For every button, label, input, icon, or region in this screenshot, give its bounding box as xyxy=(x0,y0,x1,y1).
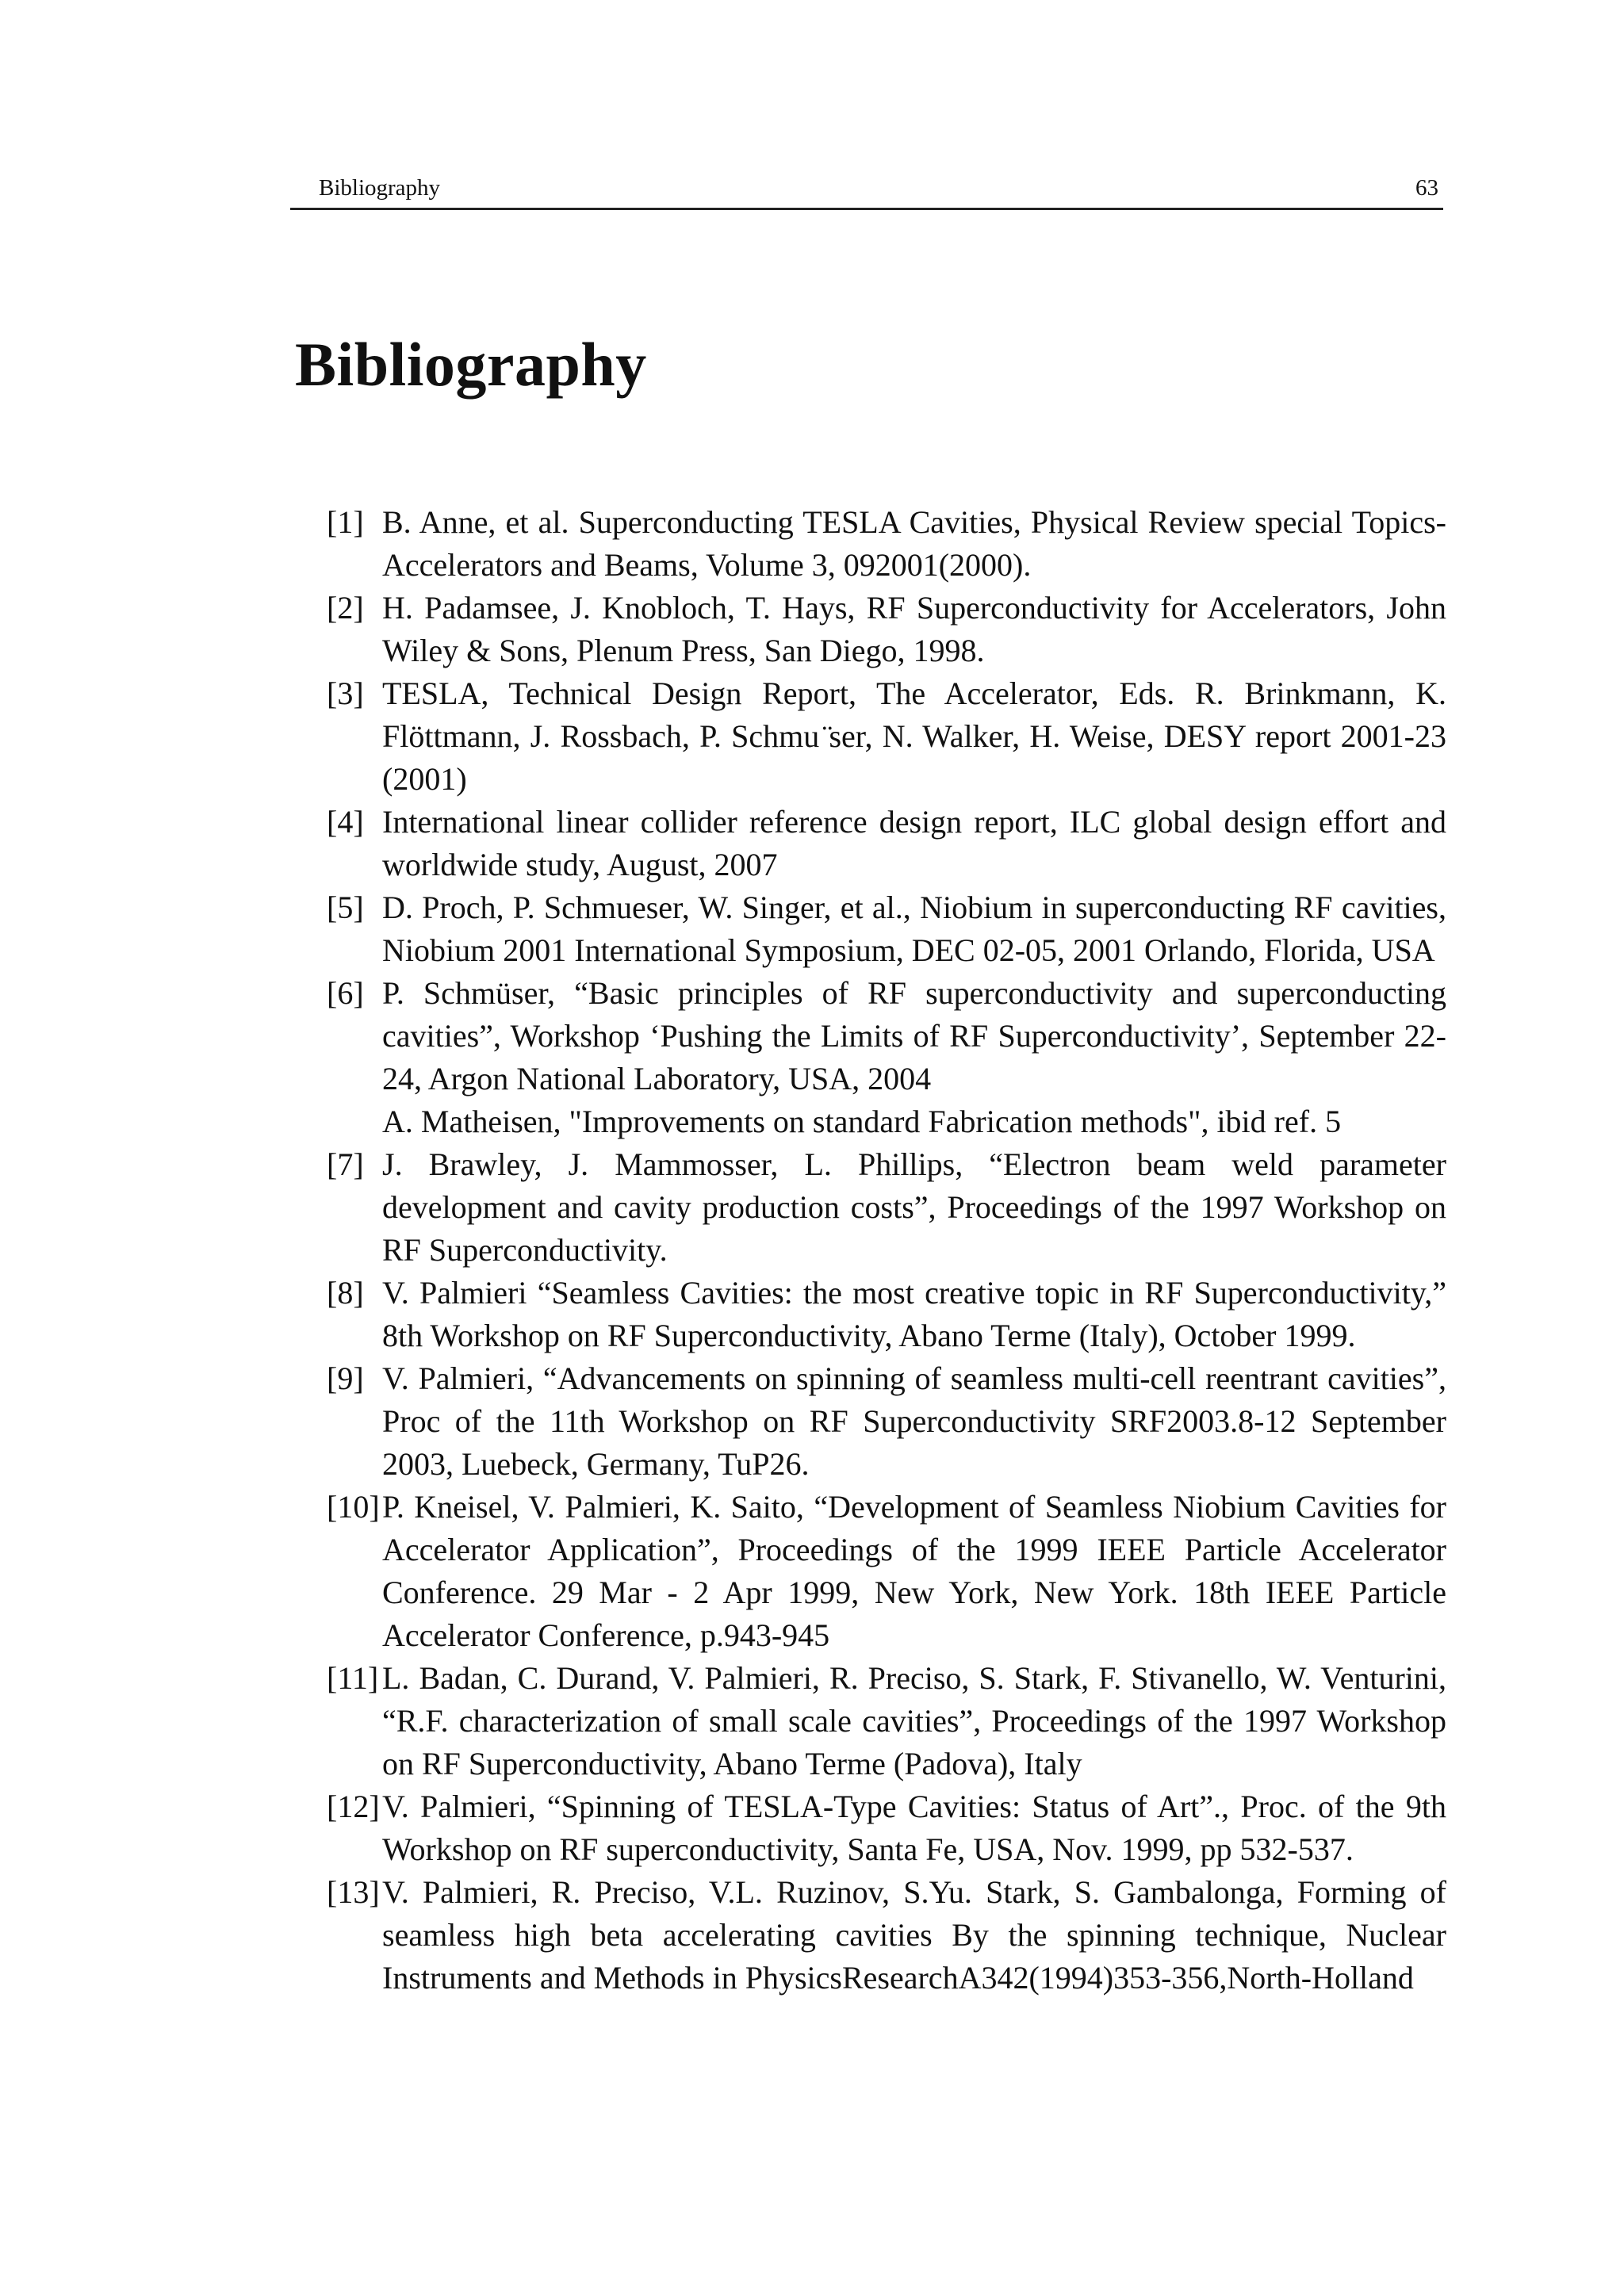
reference-text: V. Palmieri, “Advancements on spinning of seamless multi-cell reentrant cavities”, Proc of the 11th Workshop on RF Superconductivity SRF2003.8-12 September 2003, Luebeck, Germany, TuP26. xyxy=(382,1360,1446,1482)
reference-number: [10] xyxy=(327,1489,380,1525)
reference-number: [6] xyxy=(327,975,364,1011)
reference-item xyxy=(327,1785,1446,1871)
reference-number: [12] xyxy=(327,1789,380,1824)
running-header xyxy=(290,176,1443,210)
reference-item xyxy=(327,1272,1446,1357)
reference-item xyxy=(327,886,1446,972)
reference-text: H. Padamsee, J. Knobloch, T. Hays, RF Superconductivity for Accelerators, John Wiley & Sons, Plenum Press, San Diego, 1998. xyxy=(382,590,1446,668)
reference-text: International linear collider reference design report, ILC global design effort and worldwide study, August, 2007 xyxy=(382,804,1446,882)
reference-item xyxy=(327,501,1446,587)
reference-number: [11] xyxy=(327,1660,379,1696)
reference-number: [4] xyxy=(327,804,364,840)
reference-text: B. Anne, et al. Superconducting TESLA Cavities, Physical Review special Topics-Accelerators and Beams, Volume 3, 092001(2000). xyxy=(382,504,1446,583)
reference-number: [8] xyxy=(327,1275,364,1311)
reference-text: D. Proch, P. Schmueser, W. Singer, et al., Niobium in superconducting RF cavities, Niobium 2001 International Symposium, DEC 02-05, 2001 Orlando, Florida, USA xyxy=(382,890,1446,968)
reference-item xyxy=(327,1486,1446,1657)
reference-text: L. Badan, C. Durand, V. Palmieri, R. Preciso, S. Stark, F. Stivanello, W. Venturini, “R.F. characterization of small scale cavities”, Proceedings of the 1997 Workshop on RF Superconductivity, Abano Terme (Padova), Italy xyxy=(382,1660,1446,1781)
running-header-section: Bibliography xyxy=(319,175,441,201)
reference-text: A. Matheisen, "Improvements on standard Fabrication methods", ibid ref. 5 xyxy=(382,1104,1342,1139)
reference-item xyxy=(327,587,1446,672)
reference-item xyxy=(327,1357,1446,1486)
reference-text: V. Palmieri, R. Preciso, V.L. Ruzinov, S.Yu. Stark, S. Gambalonga, Forming of seamless high beta accelerating cavities By the spinning technique, Nuclear Instruments and Methods in PhysicsResearchA342(1994)353-356,North-Holland xyxy=(382,1874,1446,1996)
reference-text: V. Palmieri, “Spinning of TESLA-Type Cavities: Status of Art”., Proc. of the 9th Workshop on RF superconductivity, Santa Fe, USA, Nov. 1999, pp 532-537. xyxy=(382,1789,1446,1867)
reference-item xyxy=(327,801,1446,886)
reference-number: [9] xyxy=(327,1360,364,1396)
reference-text: J. Brawley, J. Mammosser, L. Phillips, “Electron beam weld parameter development and cavity production costs”, Proceedings of the 1997 Workshop on RF Superconductivity. xyxy=(382,1146,1446,1268)
reference-text: TESLA, Technical Design Report, The Accelerator, Eds. R. Brinkmann, K. Flöttmann, J. Rossbach, P. Schmu ̈ser, N. Walker, H. Weise, DESY report 2001-23 (2001) xyxy=(382,675,1446,797)
reference-number: [3] xyxy=(327,675,364,711)
reference-item-continuation xyxy=(327,1100,1446,1143)
reference-item xyxy=(327,1871,1446,1999)
reference-number: [5] xyxy=(327,890,364,925)
page-number: 63 xyxy=(1415,175,1438,201)
reference-list xyxy=(327,501,1446,1999)
reference-number: [2] xyxy=(327,590,364,626)
reference-number: [1] xyxy=(327,504,364,540)
reference-item xyxy=(327,972,1446,1100)
reference-item xyxy=(327,1657,1446,1785)
reference-number: [7] xyxy=(327,1146,364,1182)
reference-item xyxy=(327,1143,1446,1272)
reference-text: P. Schmüser, “Basic principles of RF superconductivity and superconducting cavities”, Workshop ‘Pushing the Limits of RF Superconductivity’, September 22-24, Argon National Laboratory, USA, 2004 xyxy=(382,975,1446,1096)
reference-text: V. Palmieri “Seamless Cavities: the most creative topic in RF Superconductivity,” 8th Workshop on RF Superconductivity, Abano Terme (Italy), October 1999. xyxy=(382,1275,1446,1353)
reference-number: [13] xyxy=(327,1874,380,1910)
reference-text: P. Kneisel, V. Palmieri, K. Saito, “Development of Seamless Niobium Cavities for Accelerator Application”, Proceedings of the 1999 IEEE Particle Accelerator Conference. 29 Mar - 2 Apr 1999, New York, New York. 18th IEEE Particle Accelerator Conference, p.943-945 xyxy=(382,1489,1446,1653)
chapter-title: Bibliography xyxy=(295,330,647,399)
reference-item xyxy=(327,672,1446,801)
